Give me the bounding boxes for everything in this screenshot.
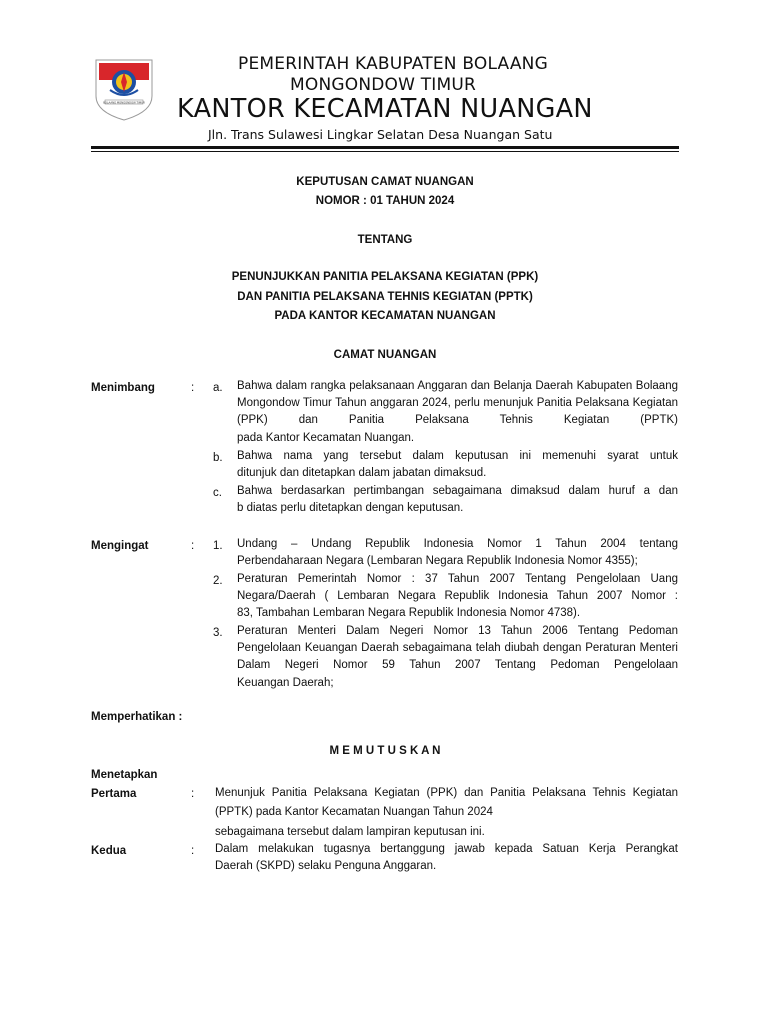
pertama-colon: : [191,788,195,800]
mengingat-item-text-last: Keuangan Daerah; [237,676,334,689]
pertama-text-last: sebagaimana tersebut dalam lampiran keputusan ini. [215,825,485,838]
kedua-text-last: Daerah (SKPD) selaku Penguna Anggaran. [215,860,437,873]
subject-line1: PENUNJUKKAN PANITIA PELAKSANA KEGIATAN (PPK) [231,271,539,283]
office-name: KANTOR KECAMATAN NUANGAN [177,94,593,124]
menimbang-item-marker: c. [213,487,222,499]
menimbang-item-marker: a. [213,382,223,394]
kedua-label: Kedua [91,845,127,857]
memutuskan-heading: M E M U T U S K A N [329,745,441,757]
crest-motto-text: BOLAANG MONGONDOW TIMUR [103,101,145,105]
tentang-heading: TENTANG [357,234,413,246]
letterhead-divider-thick [91,146,679,149]
office-address: Jln. Trans Sulawesi Lingkar Selatan Desa Nuangan Satu [208,127,553,142]
menimbang-colon: : [191,382,195,394]
subject-line3: PADA KANTOR KECAMATAN NUANGAN [274,310,496,322]
mengingat-item-text: Undang – Undang Republik Indonesia Nomor 1 Tahun 2004 tentang [237,538,678,550]
letterhead-divider-thin [91,151,679,152]
mengingat-item-text: Peraturan Menteri Dalam Negeri Nomor 13 Tahun 2006 Tentang Pedoman Pengelolaan Keuangan Daerah sebagaimana telah diubah dengan Peraturan Menteri Dalam Negeri Nomor 59 Tahun 2007 Tentang Pedoman Pengelolaan [237,625,678,672]
menimbang-item-text-last: b diatas perlu ditetapkan dengan keputusan. [237,502,464,515]
menimbang-item-text: Bahwa nama yang tersebut dalam keputusan ini memenuhi syarat untuk [237,450,678,462]
memperhatikan-label: Memperhatikan : [91,711,183,723]
menetapkan-label: Menetapkan [91,769,158,781]
mengingat-label: Mengingat [91,540,149,552]
menimbang-label: Menimbang [91,382,155,394]
issuing-official: CAMAT NUANGAN [333,349,437,361]
mengingat-item-text: Peraturan Pemerintah Nomor : 37 Tahun 2007 Tentang Pengelolaan Uang Negara/Daerah ( Lembaran Negara Republik Indonesia Tahun 2007 Nomor : [237,573,678,603]
pertama-text: Menunjuk Panitia Pelaksana Kegiatan (PPK) dan Panitia Pelaksana Tehnis Kegiatan (PPTK) pada Kantor Kecamatan Nuangan Tahun 2024 [215,787,678,819]
government-name-line2: MONGONDOW TIMUR [290,75,477,95]
government-name-line1: PEMERINTAH KABUPATEN BOLAANG [238,54,548,74]
mengingat-colon: : [191,540,195,552]
pertama-label: Pertama [91,788,137,800]
kedua-text: Dalam melakukan tugasnya bertanggung jawab kepada Satuan Kerja Perangkat [215,843,678,855]
menimbang-item-text: Bahwa dalam rangka pelaksanaan Anggaran dan Belanja Daerah Kabupaten Bolaang Mongondow Timur Tahun anggaran 2024, perlu menunjuk Panitia Pelaksana Kegiatan (PPK) dan Panitia Pelaksana Tehnis Kegiatan (PPTK) [237,380,678,427]
menimbang-item-text-last: ditunjuk dan ditetapkan dalam jabatan dimaksud. [237,467,487,480]
decree-number: NOMOR : 01 TAHUN 2024 [315,195,455,207]
regency-crest-logo [92,56,156,122]
kedua-colon: : [191,845,195,857]
subject-line2: DAN PANITIA PELAKSANA TEHNIS KEGIATAN (PPTK) [237,291,533,303]
mengingat-item-marker: 3. [213,627,223,639]
mengingat-item-marker: 2. [213,575,223,587]
menimbang-item-text: Bahwa berdasarkan pertimbangan sebagaimana dimaksud dalam huruf a dan [237,485,678,497]
mengingat-item-text-last: 83, Tambahan Lembaran Negara Republik Indonesia Nomor 4738). [237,607,581,620]
mengingat-item-marker: 1. [213,540,223,552]
menimbang-item-marker: b. [213,452,223,464]
decree-title: KEPUTUSAN CAMAT NUANGAN [296,176,474,188]
menimbang-item-text-last: pada Kantor Kecamatan Nuangan. [237,431,415,444]
mengingat-item-text-last: Perbendaharaan Negara (Lembaran Negara Republik Indonesia Nomor 4355); [237,555,638,568]
